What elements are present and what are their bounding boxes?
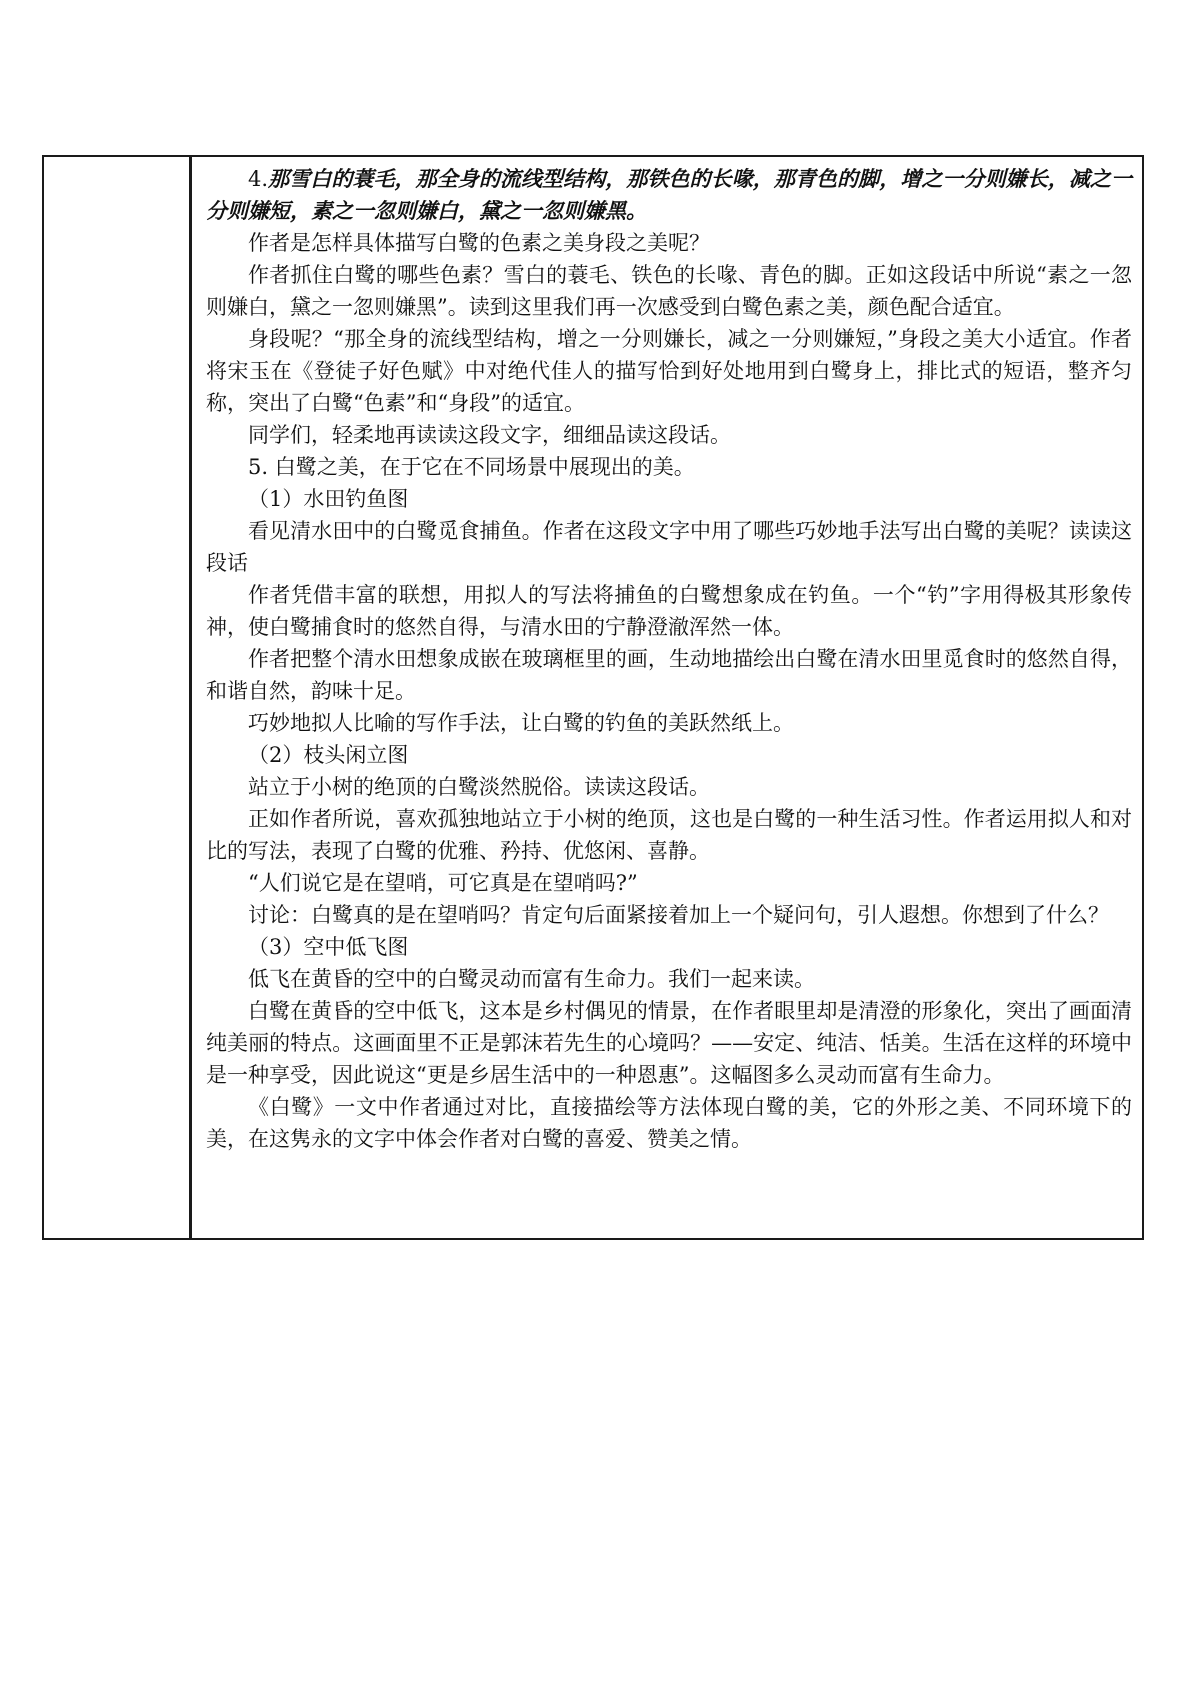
paragraph-14: 正如作者所说，喜欢孤独地站立于小树的绝顶，这也是白鹭的一种生活习性。作者运用拟人和对比的写法，表现了白鹭的优雅、矜持、优悠闲、喜静。 xyxy=(206,807,1132,863)
paragraph-16: 讨论：白鹭真的是在望哨吗？肯定句后面紧接着加上一个疑问句，引人遐想。你想到了什么？ xyxy=(248,903,1109,927)
subheading-3: （3）空中低飞图 xyxy=(248,935,409,959)
paragraph-quote-1 xyxy=(206,163,1132,227)
paragraph-13: 站立于小树的绝顶的白鹭淡然脱俗。读读这段话。 xyxy=(248,775,710,799)
paragraph-19: 白鹭在黄昏的空中低飞，这本是乡村偶见的情景，在作者眼里却是清澄的形象化，突出了画面清纯美丽的特点。这画面里不正是郭沫若先生的心境吗？——安定、纯洁、恬美。生活在这样的环境中是一种享受，因此说这“更是乡居生活中的一种恩惠”。这幅图多么灵动而富有生命力。 xyxy=(206,999,1132,1087)
paragraph-10: 作者把整个清水田想象成嵌在玻璃框里的画，生动地描绘出白鹭在清水田里觅食时的悠然自得，和谐自然，韵味十足。 xyxy=(206,647,1132,703)
paragraph-15: “人们说它是在望哨，可它真是在望哨吗?” xyxy=(248,871,638,895)
paragraph-2: 作者是怎样具体描写白鹭的色素之美身段之美呢？ xyxy=(248,231,710,255)
paragraph-20: 《白鹭》一文中作者通过对比，直接描绘等方法体现白鹭的美，它的外形之美、不同环境下的美，在这隽永的文字中体会作者对白鹭的喜爱、赞美之情。 xyxy=(206,1095,1132,1151)
paragraph-4: 身段呢？“那全身的流线型结构，增之一分则嫌长，减之一分则嫌短，”身段之美大小适宜。作者将宋玉在《登徒子好色赋》中对绝代佳人的描写恰到好处地用到白鹭身上，排比式的短语，整齐匀称，突出了白鹭“色素”和“身段”的适宜。 xyxy=(206,327,1132,415)
paragraph-number: 4. xyxy=(248,167,269,191)
table-content-cell xyxy=(194,157,1142,1238)
paragraph-6: 5. 白鹭之美，在于它在不同场景中展现出的美。 xyxy=(248,455,695,479)
paragraph-11: 巧妙地拟人比喻的写作手法，让白鹭的钓鱼的美跃然纸上。 xyxy=(248,711,794,735)
paragraph-9: 作者凭借丰富的联想，用拟人的写法将捕鱼的白鹭想象成在钓鱼。一个“钓”字用得极其形象传神，使白鹭捕食时的悠然自得，与清水田的宁静澄澈浑然一体。 xyxy=(206,583,1132,639)
table-left-cell xyxy=(44,157,192,1238)
subheading-2: （2）枝头闲立图 xyxy=(248,743,409,767)
paragraph-18: 低飞在黄昏的空中的白鹭灵动而富有生命力。我们一起来读。 xyxy=(248,967,815,991)
lesson-table xyxy=(42,155,1144,1240)
subheading-1: （1）水田钓鱼图 xyxy=(248,487,409,511)
paragraph-5: 同学们，轻柔地再读读这段文字，细细品读这段话。 xyxy=(248,423,731,447)
paragraph-3: 作者抓住白鹭的哪些色素？雪白的蓑毛、铁色的长喙、青色的脚。正如这段话中所说“素之一忽则嫌白，黛之一忽则嫌黑”。读到这里我们再一次感受到白鹭色素之美，颜色配合适宜。 xyxy=(206,263,1132,319)
quote-text: 那雪白的蓑毛，那全身的流线型结构，那铁色的长喙，那青色的脚，增之一分则嫌长，减之一分则嫌短，素之一忽则嫌白，黛之一忽则嫌黑。 xyxy=(206,166,1132,223)
paragraph-8: 看见清水田中的白鹭觅食捕鱼。作者在这段文字中用了哪些巧妙地手法写出白鹭的美呢？读读这段话 xyxy=(206,519,1132,575)
